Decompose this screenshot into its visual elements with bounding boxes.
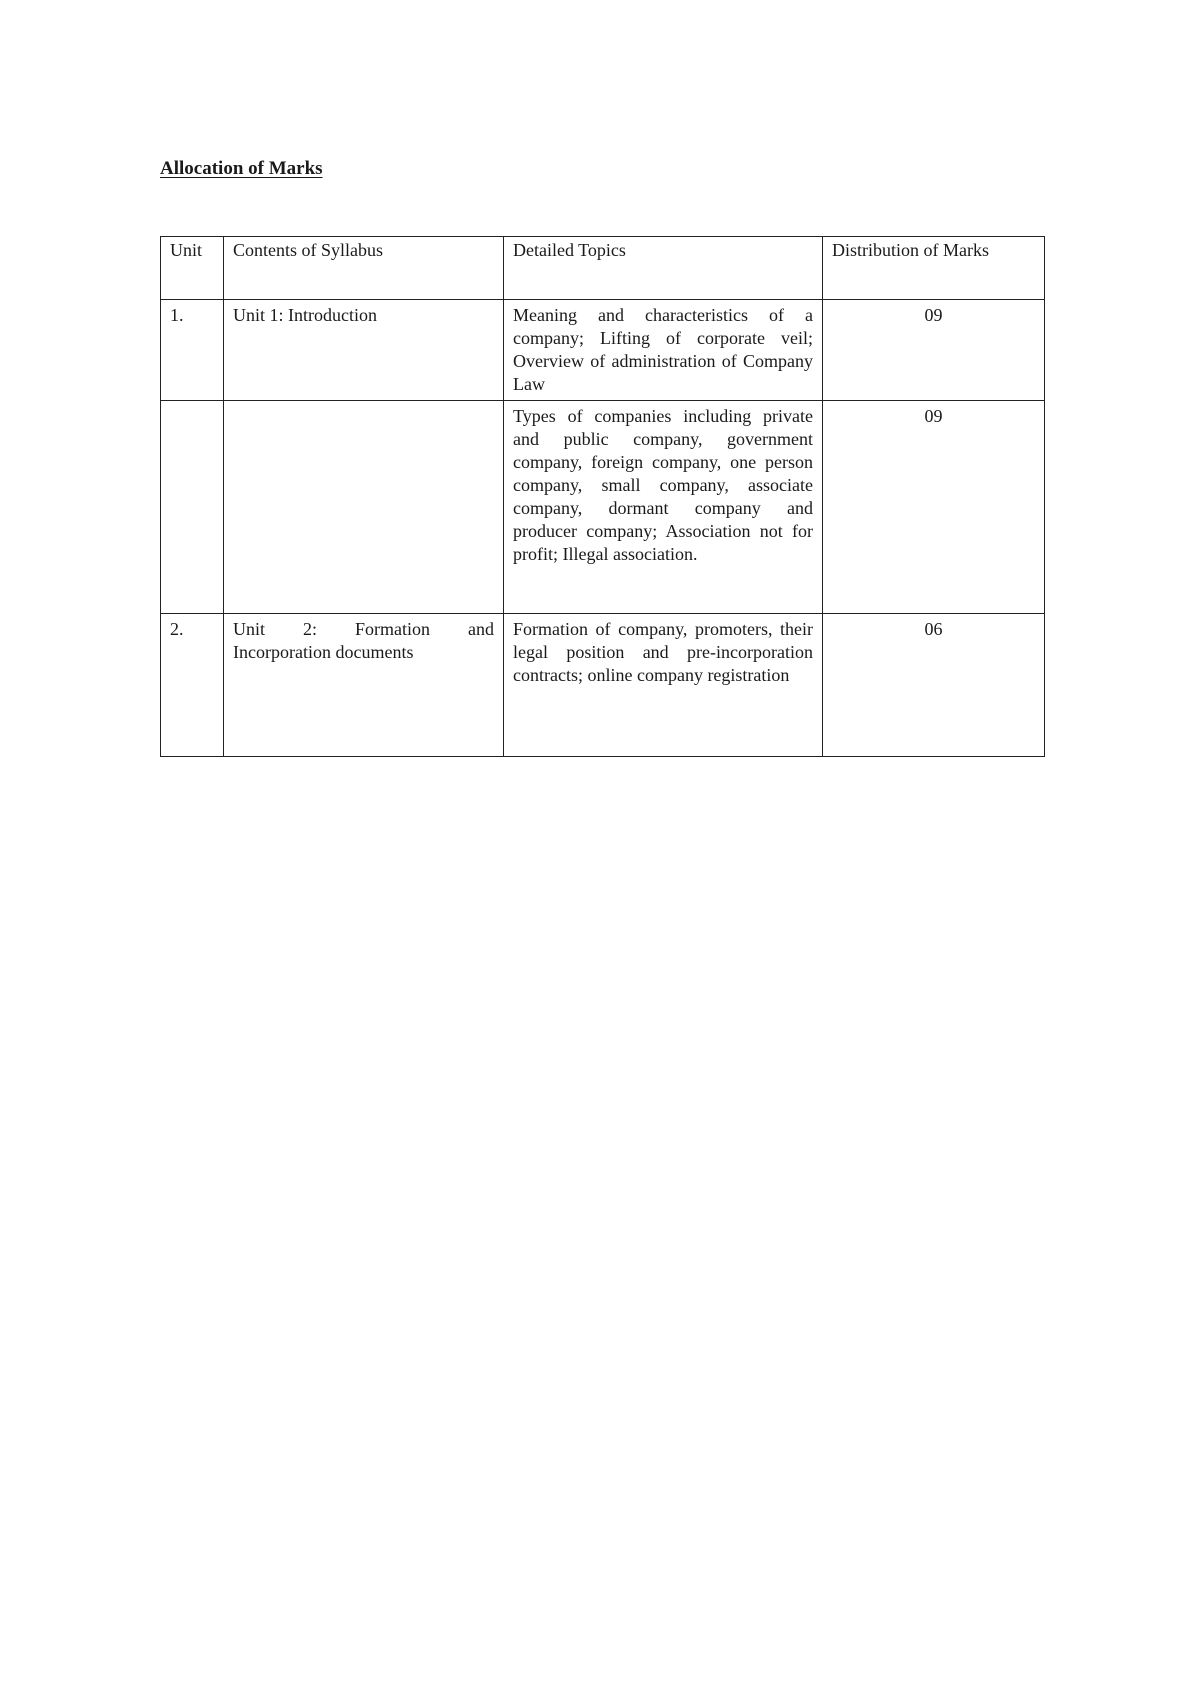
header-detailed-topics: Detailed Topics [504, 237, 823, 300]
marks-allocation-table [160, 236, 1045, 757]
topics-cell: Meaning and characteristics of a company; Lifting of corporate veil; Overview of administration of Company Law [504, 300, 823, 401]
header-distribution-of-marks: Distribution of Marks [823, 237, 1045, 300]
page-heading: Allocation of Marks [160, 158, 323, 179]
marks-cell: 09 [823, 401, 1045, 614]
header-unit: Unit [161, 237, 224, 300]
table-row [161, 300, 1045, 401]
header-contents: Contents of Syllabus [224, 237, 504, 300]
topics-cell: Formation of company, promoters, their legal position and pre-incorporation contracts; online company registration [504, 614, 823, 757]
marks-cell: 09 [823, 300, 1045, 401]
contents-cell [224, 401, 504, 614]
contents-cell: Unit 1: Introduction [224, 300, 504, 401]
contents-cell: Unit 2: Formation and Incorporation documents [224, 614, 504, 757]
marks-cell: 06 [823, 614, 1045, 757]
unit-cell: 1. [161, 300, 224, 401]
unit-cell [161, 401, 224, 614]
unit-cell: 2. [161, 614, 224, 757]
table-row [161, 401, 1045, 614]
topics-cell: Types of companies including private and public company, government company, foreign company, one person company, small company, associate company, dormant company and producer company; Association not for profit; Illegal association. [504, 401, 823, 614]
table-row [161, 614, 1045, 757]
table-header-row [161, 237, 1045, 300]
